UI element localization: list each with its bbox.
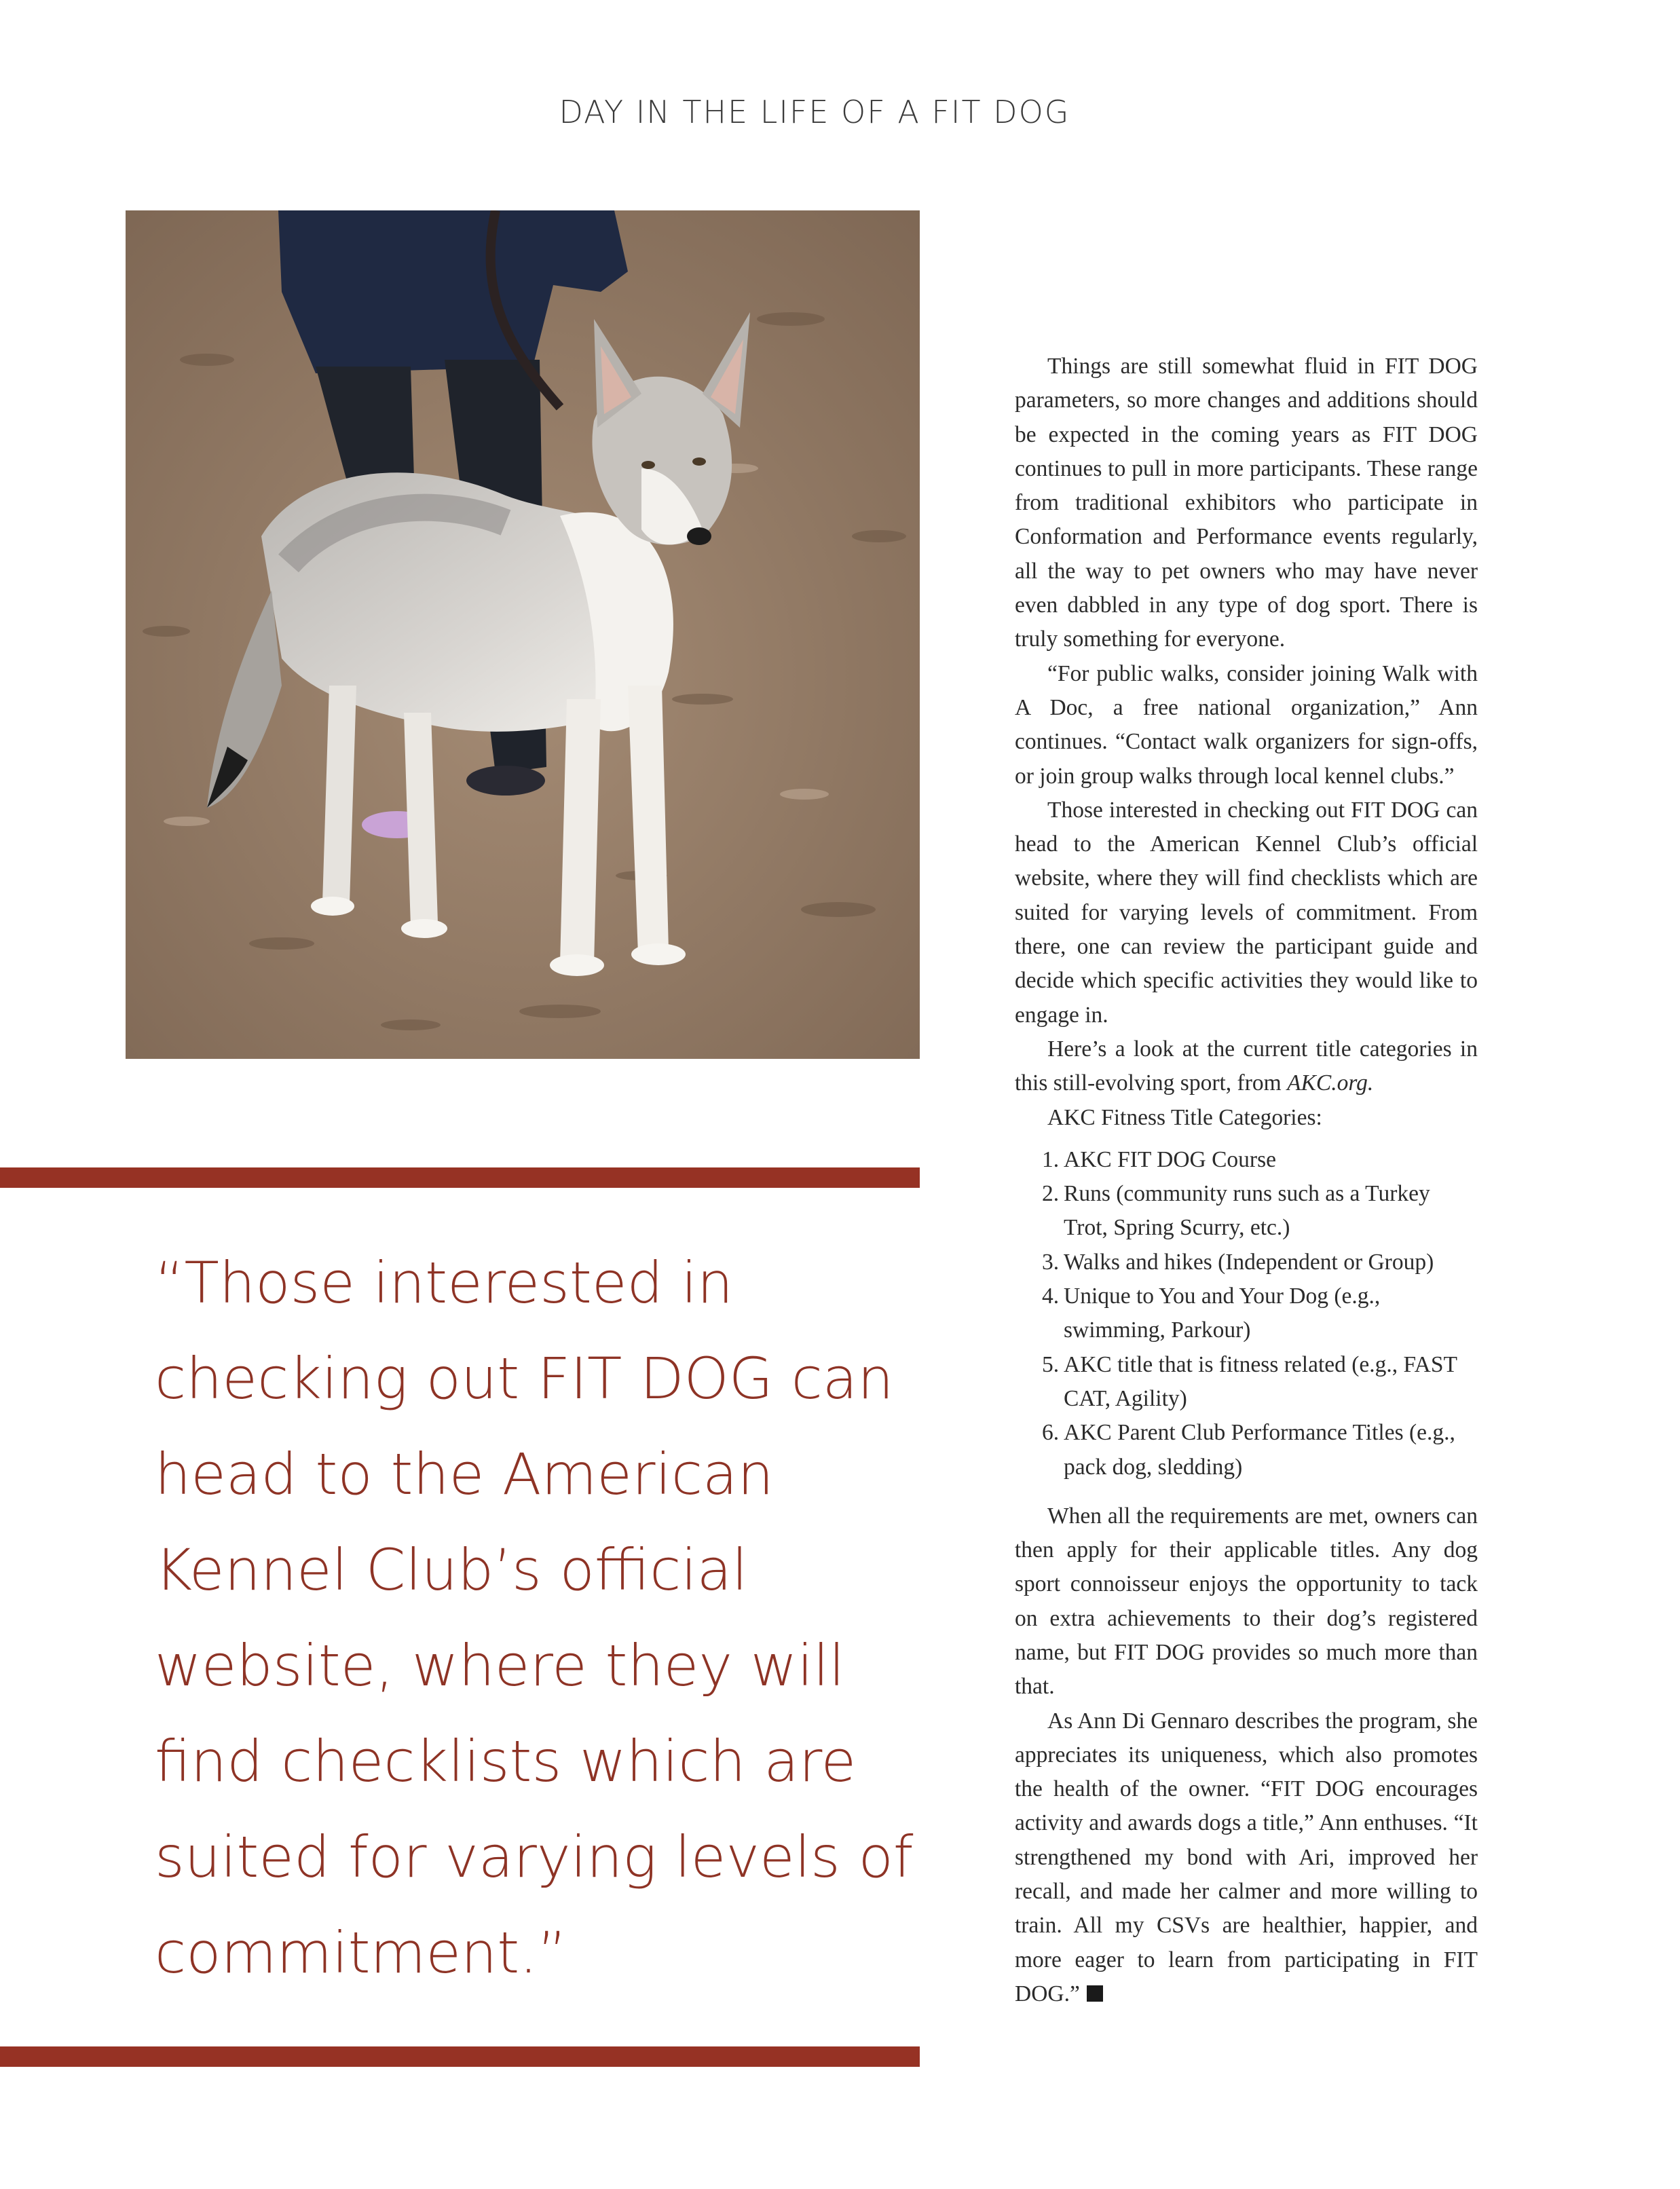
article-paragraph-6 [1015, 1704, 1478, 2012]
list-item-number: 3. [1042, 1249, 1060, 1275]
list-item-number: 6. [1042, 1420, 1060, 1446]
list-item [1042, 1416, 1478, 1484]
list-item [1042, 1177, 1478, 1246]
dog-photo [126, 210, 920, 1059]
pull-quote-bottom-rule [0, 2046, 920, 2067]
list-item-text: AKC FIT DOG Course [1064, 1146, 1276, 1172]
list-item-text: Unique to You and Your Dog (e.g., swimming, Parkour) [1064, 1284, 1381, 1343]
source-reference: AKC.org. [1287, 1070, 1374, 1096]
article-paragraph-3: Those interested in checking out FIT DOG can head to the American Kennel Club’s official website, where they will find checklists which are suited for varying levels of commitment. From there, one can review the participant guide and decide which specific activities they would like to engage in. [1015, 797, 1478, 1028]
list-item [1042, 1143, 1478, 1177]
article-paragraph-5: When all the requirements are met, owners can then apply for their applicable titles. Any dog sport connoisseur enjoys the opportunity to tack on extra achievements to their dog’s registered name, but FIT DOG provides so much more than that. [1015, 1503, 1478, 1700]
paragraph-6-text: As Ann Di Gennaro describes the program, she appreciates its uniqueness, which also promotes the health of the owner. “FIT DOG encourages activity and awards dogs a title,” Ann enthuses. “It strengthened my bond with Ari, improved her recall, and made her calmer and more willing to train. All my CSVs are healthier, happier, and more eager to learn from participating in FIT DOG.” [1015, 1708, 1478, 2006]
article-body [1015, 350, 1478, 2011]
end-mark-icon [1087, 1985, 1103, 2002]
list-item-text: AKC title that is fitness related (e.g., FAST CAT, Agility) [1064, 1351, 1457, 1411]
article-paragraph-1: Things are still somewhat fluid in FIT DOG parameters, so more changes and additions should be expected in the coming years as FIT DOG continues to pull in more participants. These range from traditional exhibitors who participate in Conformation and Performance events regularly, all the way to pet owners who may have never even dabbled in any type of dog sport. There is truly something for everyone. [1015, 354, 1478, 652]
list-item-number: 5. [1042, 1351, 1060, 1377]
list-item-number: 2. [1042, 1181, 1060, 1207]
categories-heading: AKC Fitness Title Categories: [1047, 1104, 1322, 1130]
running-head: DAY IN THE LIFE OF A FIT DOG [559, 94, 1070, 130]
list-item-text: Runs (community runs such as a Turkey Trot, Spring Scurry, etc.) [1064, 1181, 1430, 1241]
categories-list [1015, 1143, 1478, 1484]
article-paragraph-2: “For public walks, consider joining Walk with A Doc, a free national organization,” Ann continues. “Contact walk organizers for sign-offs, or join group walks through local kennel clubs.” [1015, 660, 1478, 789]
article-paragraph-4 [1015, 1032, 1478, 1101]
list-item [1042, 1348, 1478, 1417]
list-item-text: Walks and hikes (Independent or Group) [1064, 1249, 1434, 1275]
list-item-text: AKC Parent Club Performance Titles (e.g., pack dog, sledding) [1064, 1420, 1455, 1480]
paragraph-4-text: Here’s a look at the current title categories in this still-evolving sport, from [1015, 1036, 1478, 1096]
list-item-number: 4. [1042, 1284, 1060, 1309]
list-item [1042, 1279, 1478, 1348]
pull-quote-top-rule [0, 1167, 920, 1188]
list-item [1042, 1246, 1478, 1279]
dog-photo-illustration [126, 210, 920, 1059]
pull-quote: “Those interested in checking out FIT DOG can head to the American Kennel Club’s official website, where they will find checklists which are suited for varying levels of commitment.” [155, 1250, 914, 1986]
list-item-number: 1. [1042, 1146, 1060, 1172]
